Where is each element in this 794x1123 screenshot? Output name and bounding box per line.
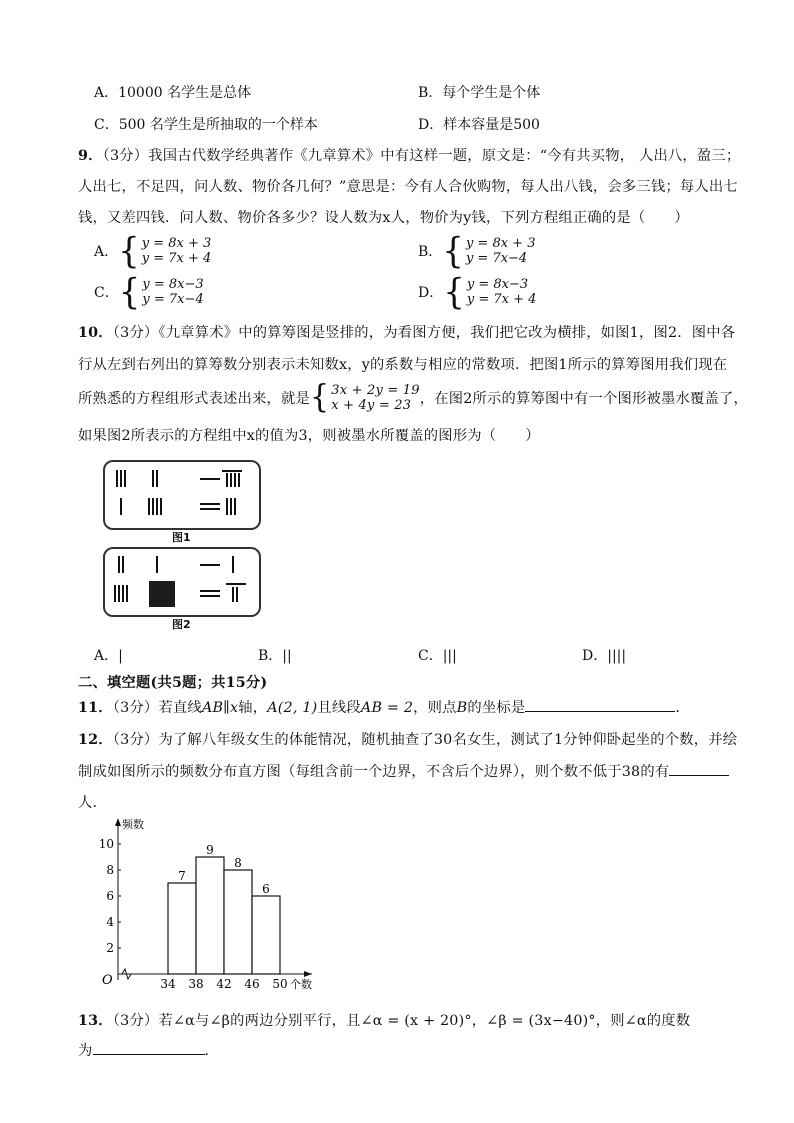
q12-text2: 制成如图所示的频数分布直方图（每组含前一个边界，不含后个边界），则个数不低于38的有 xyxy=(78,764,670,780)
q13-answer-blank[interactable] xyxy=(93,1040,205,1055)
y-tick-label: 10 xyxy=(98,837,114,851)
q12-text1: 为了解八年级女生的体能情况，随机抽查了30名女生，测试了1分钟仰卧起坐的个数，并绘 xyxy=(158,732,738,748)
bar-value-label: 7 xyxy=(178,869,186,883)
q10-text3b: ，在图2所示的算筹图中有一个图形被墨水覆盖了， xyxy=(419,391,748,407)
q11-text-e: 的坐标是 xyxy=(467,700,526,716)
brace-icon: { xyxy=(443,271,465,313)
q9-number: 9． xyxy=(78,148,103,164)
q11-end: ． xyxy=(675,700,690,716)
q9-option-a xyxy=(94,230,212,272)
brace-icon: { xyxy=(442,230,464,272)
x-tick-label: 46 xyxy=(244,977,260,991)
histogram-bar xyxy=(196,857,224,974)
x-axis-arrow-icon xyxy=(304,971,312,977)
q12-line3: 人． xyxy=(78,795,107,811)
y-axis-arrow-icon xyxy=(115,818,121,826)
q9-option-b-eq2: y = 7x−4 xyxy=(465,251,528,266)
y-tick-label: 8 xyxy=(106,863,114,877)
q9-line1 xyxy=(78,145,740,165)
fig1-caption: 图1 xyxy=(172,531,191,544)
q8-option-a: A．10000 名学生是总体 xyxy=(94,85,252,101)
q9-option-c xyxy=(94,271,204,313)
q11-number: 11． xyxy=(78,700,113,716)
section-title: 二、填空题(共5题；共15分) xyxy=(78,675,268,691)
q9-text1: 我国古代数学经典著作《九章算术》中有这样一题，原文是：“今有共买物， 人出八，盈三； xyxy=(148,148,741,164)
q11-math-a: AB∥x xyxy=(201,700,239,716)
q9-option-c-eq1: y = 8x−3 xyxy=(142,277,204,292)
bar-value-label: 6 xyxy=(262,882,270,896)
x-tick-label: 34 xyxy=(160,977,176,991)
q9-option-c-label: C． xyxy=(94,285,119,301)
q9-option-c-eq2: y = 7x−4 xyxy=(142,292,204,307)
histogram-bar xyxy=(168,883,196,974)
q10-line4: 如果图2所表示的方程组中x的值为3，则被墨水所覆盖的图形为（ ） xyxy=(78,428,540,444)
q13-line1 xyxy=(78,1010,690,1030)
q12-answer-blank[interactable] xyxy=(669,761,729,776)
q13-text-b: 为 xyxy=(78,1043,93,1059)
ink-blot xyxy=(149,581,175,607)
q10-text3a: 所熟悉的方程组形式表述出来，就是 xyxy=(78,391,310,407)
q10-eq2: x + 4y = 23 xyxy=(331,398,412,413)
q10-line3 xyxy=(78,379,748,416)
q9-option-b-label: B． xyxy=(418,244,443,260)
q10-option-c: C．||| xyxy=(418,648,457,664)
q8-option-d: D．样本容量是500 xyxy=(418,117,540,133)
q9-option-d-eq1: y = 8x−3 xyxy=(466,277,529,292)
q11-line xyxy=(78,697,690,717)
q8-option-b: B．每个学生是个体 xyxy=(418,85,541,101)
x-tick-label: 42 xyxy=(216,977,232,991)
y-tick-label: 4 xyxy=(106,915,114,929)
y-tick-label: 2 xyxy=(106,941,114,955)
q12-number: 12． xyxy=(78,732,113,748)
q12-line2 xyxy=(78,761,729,781)
q11-score: （3分） xyxy=(112,700,159,716)
histogram-bar xyxy=(224,870,252,974)
q9-line2: 人出七，不足四，问人数、物价各几何？”意思是：今有人合伙购物，每人出八钱，会多三钱；每人出七 xyxy=(78,179,738,195)
q11-text-c: 且线段 xyxy=(317,700,361,716)
q9-option-b xyxy=(418,230,536,272)
x-axis-label: 个数 xyxy=(290,978,312,991)
brace-icon: { xyxy=(118,230,140,272)
q9-score: （3分） xyxy=(102,148,149,164)
q13-score: （3分） xyxy=(112,1013,159,1029)
q11-answer-blank[interactable] xyxy=(525,697,675,712)
q9-option-a-eq2: y = 7x + 4 xyxy=(141,251,212,266)
q13-line2 xyxy=(78,1040,209,1060)
q10-option-d: D．|||| xyxy=(582,648,627,664)
q12-line1 xyxy=(78,729,737,749)
q10-text1: 《九章算术》中的算筹图是竖排的，为看图方便，我们把它改为横排，如图1，图2．图中各 xyxy=(158,325,736,341)
q9-option-a-label: A． xyxy=(94,244,119,260)
q9-option-d-label: D． xyxy=(418,285,444,301)
brace-icon: { xyxy=(309,379,330,416)
x-tick-label: 38 xyxy=(188,977,204,991)
q10-line1 xyxy=(78,322,735,342)
histogram-bar xyxy=(252,896,280,974)
q11-text-b: 轴， xyxy=(238,700,268,716)
q11-text-a: 若直线 xyxy=(158,700,202,716)
q10-eq1: 3x + 2y = 19 xyxy=(331,383,420,398)
q13-end: . xyxy=(204,1043,210,1059)
q10-score: （3分） xyxy=(112,325,159,341)
y-axis-label: 频数 xyxy=(122,818,144,831)
q9-option-a-eq1: y = 8x + 3 xyxy=(141,236,212,251)
q9-option-d xyxy=(418,271,537,313)
q8-option-c: C．500 名学生是所抽取的一个样本 xyxy=(94,117,318,133)
q12-score: （3分） xyxy=(112,732,159,748)
origin-label: O xyxy=(102,973,113,988)
q10-option-b: B．|| xyxy=(258,648,292,664)
q9-option-d-eq2: y = 7x + 4 xyxy=(466,292,537,307)
fig2-caption: 图2 xyxy=(172,618,191,631)
q11-text-d: ，则点 xyxy=(413,700,457,716)
q13-text-a: 若∠α与∠β的两边分别平行，且∠α = (x + 20)°，∠β = (3x−40)°，则∠α的度数 xyxy=(158,1013,691,1029)
q13-number: 13． xyxy=(78,1013,113,1029)
q9-option-b-eq1: y = 8x + 3 xyxy=(465,236,536,251)
q9-line3: 钱，又差四钱．问人数、物价各多少？设人数为x人，物价为y钱，下列方程组正确的是（ ） xyxy=(78,210,689,226)
y-tick-label: 6 xyxy=(106,889,114,903)
frequency-histogram xyxy=(90,812,330,1002)
bar-value-label: 8 xyxy=(234,856,242,870)
x-tick-label: 50 xyxy=(272,977,288,991)
q10-number: 10． xyxy=(78,325,113,341)
q10-option-a: A．| xyxy=(94,648,123,664)
q11-math-c: AB = 2 xyxy=(360,700,414,716)
counting-rod-figure-2 xyxy=(103,547,261,617)
q11-math-b: A(2, 1) xyxy=(267,700,318,716)
brace-icon: { xyxy=(118,271,141,313)
bar-value-label: 9 xyxy=(206,843,214,857)
q11-math-d: B xyxy=(456,700,468,716)
q10-line2: 行从左到右列出的算筹数分别表示未知数x，y的系数与相应的常数项．把图1所示的算筹图用我们现在 xyxy=(78,357,728,373)
